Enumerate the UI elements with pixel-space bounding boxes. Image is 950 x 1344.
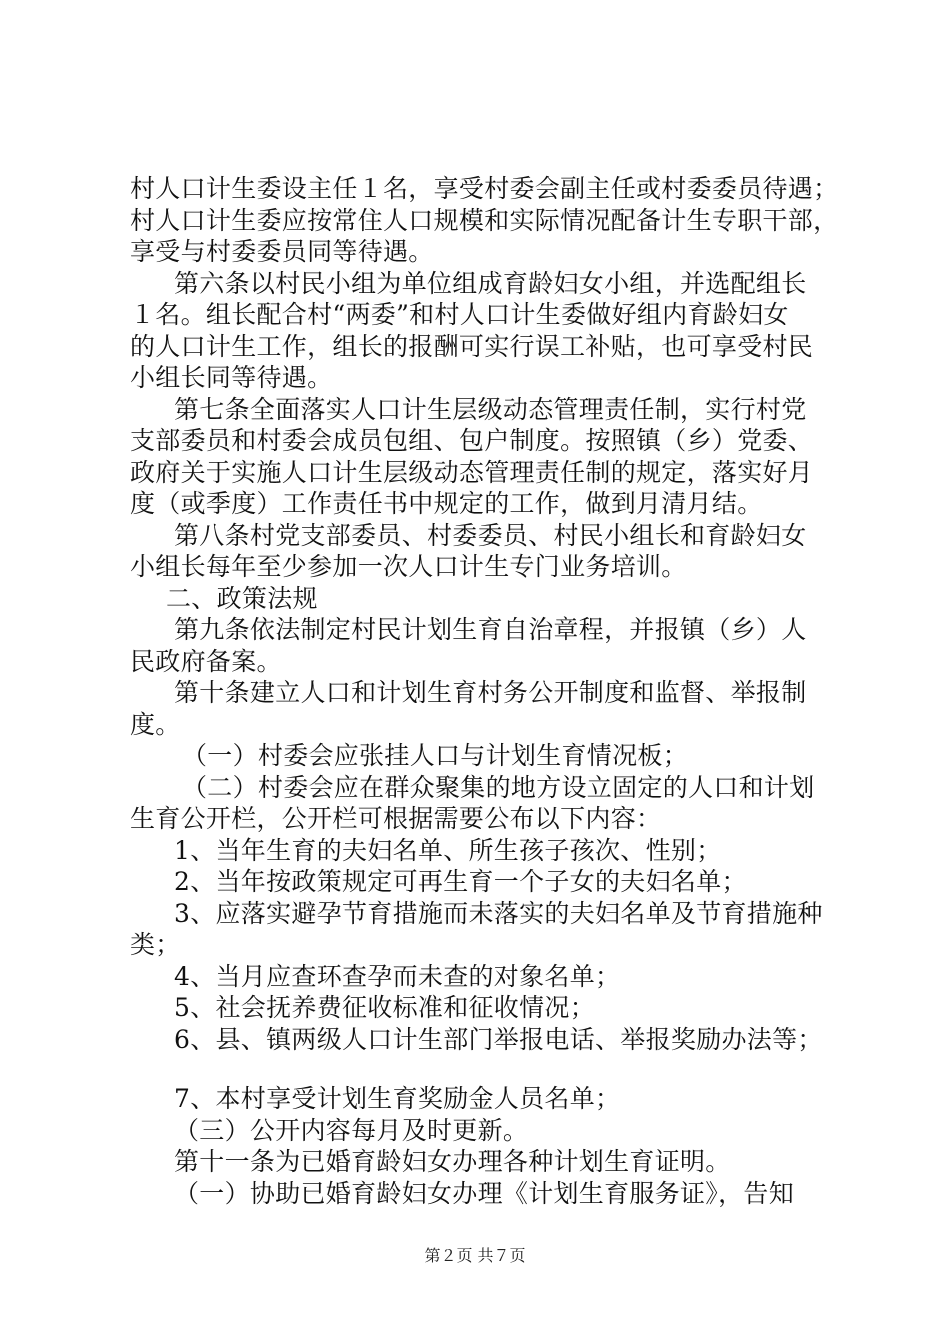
text-line: 村人口计生委应按常住人口规模和实际情况配备计生专职干部， [130, 205, 839, 235]
clause-line: （二）村委会应在群众聚集的地方设立固定的人口和计划 [182, 772, 815, 802]
page-number-label: 第２页 共７页 [424, 1246, 526, 1265]
text-line: 小组长同等待遇。 [130, 363, 333, 392]
text-line: 享受与村委委员同等待遇。 [130, 237, 434, 266]
list-item: 2、当年按政策规定可再生育一个子女的夫妇名单； [174, 867, 747, 896]
text-line: 类； [130, 930, 181, 959]
page-footer [0, 1243, 950, 1266]
text-line: 生育公开栏，公开栏可根据需要公布以下内容： [130, 804, 662, 833]
document-body [130, 173, 839, 1209]
list-item: 3、应落实避孕节育措施而未落实的夫妇名单及节育措施种 [174, 898, 823, 928]
text-line: 度。 [130, 709, 181, 739]
article-9-line: 第九条依法制定村民计划生育自治章程，并报镇（乡）人 [174, 615, 807, 644]
list-item: 5、社会抚养费征收标准和征收情况； [174, 993, 596, 1022]
text-line: 民政府备案。 [130, 646, 282, 676]
list-item: 6、县、镇两级人口计生部门举报电话、举报奖励办法等； [174, 1024, 823, 1054]
list-item: 4、当月应查环查孕而未查的对象名单； [174, 961, 621, 991]
section-heading: 二、政策法规 [166, 583, 318, 613]
list-item: 1、当年生育的夫妇名单、所生孩子孩次、性别； [174, 835, 722, 865]
blank-line [130, 1055, 830, 1083]
text-line: １名。组长配合村“两委”和村人口计生委做好组内育龄妇女 [130, 300, 789, 329]
text-line: 小组长每年至少参加一次人口计生专门业务培训。 [130, 552, 687, 581]
text-line: 支部委员和村委会成员包组、包户制度。按照镇（乡）党委、 [130, 426, 814, 455]
text-line: 的人口计生工作，组长的报酬可实行误工补贴，也可享受村民 [130, 331, 814, 361]
text-line: 政府关于实施人口计生层级动态管理责任制的规定，落实好月 [130, 457, 814, 487]
clause-line: （一）村委会应张挂人口与计划生育情况板； [182, 741, 689, 770]
clause-line: （三）公开内容每月及时更新。 [174, 1115, 529, 1145]
text-line: 村人口计生委设主任１名，享受村委会副主任或村委委员待遇； [130, 174, 839, 203]
article-11-line: 第十一条为已婚育龄妇女办理各种计划生育证明。 [174, 1147, 731, 1176]
list-item: 7、本村享受计划生育奖励金人员名单； [174, 1084, 621, 1113]
clause-line: （一）协助已婚育龄妇女办理《计划生育服务证》，告知 [174, 1178, 795, 1208]
article-8-line: 第八条村党支部委员、村委委员、村民小组长和育龄妇女 [174, 520, 807, 550]
article-6-line: 第六条以村民小组为单位组成育龄妇女小组，并选配组长 [174, 268, 807, 298]
article-10-line: 第十条建立人口和计划生育村务公开制度和监督、举报制 [174, 678, 807, 707]
text-line: 度（或季度）工作责任书中规定的工作，做到月清月结。 [130, 489, 763, 518]
article-7-line: 第七条全面落实人口计生层级动态管理责任制，实行村党 [174, 394, 807, 424]
